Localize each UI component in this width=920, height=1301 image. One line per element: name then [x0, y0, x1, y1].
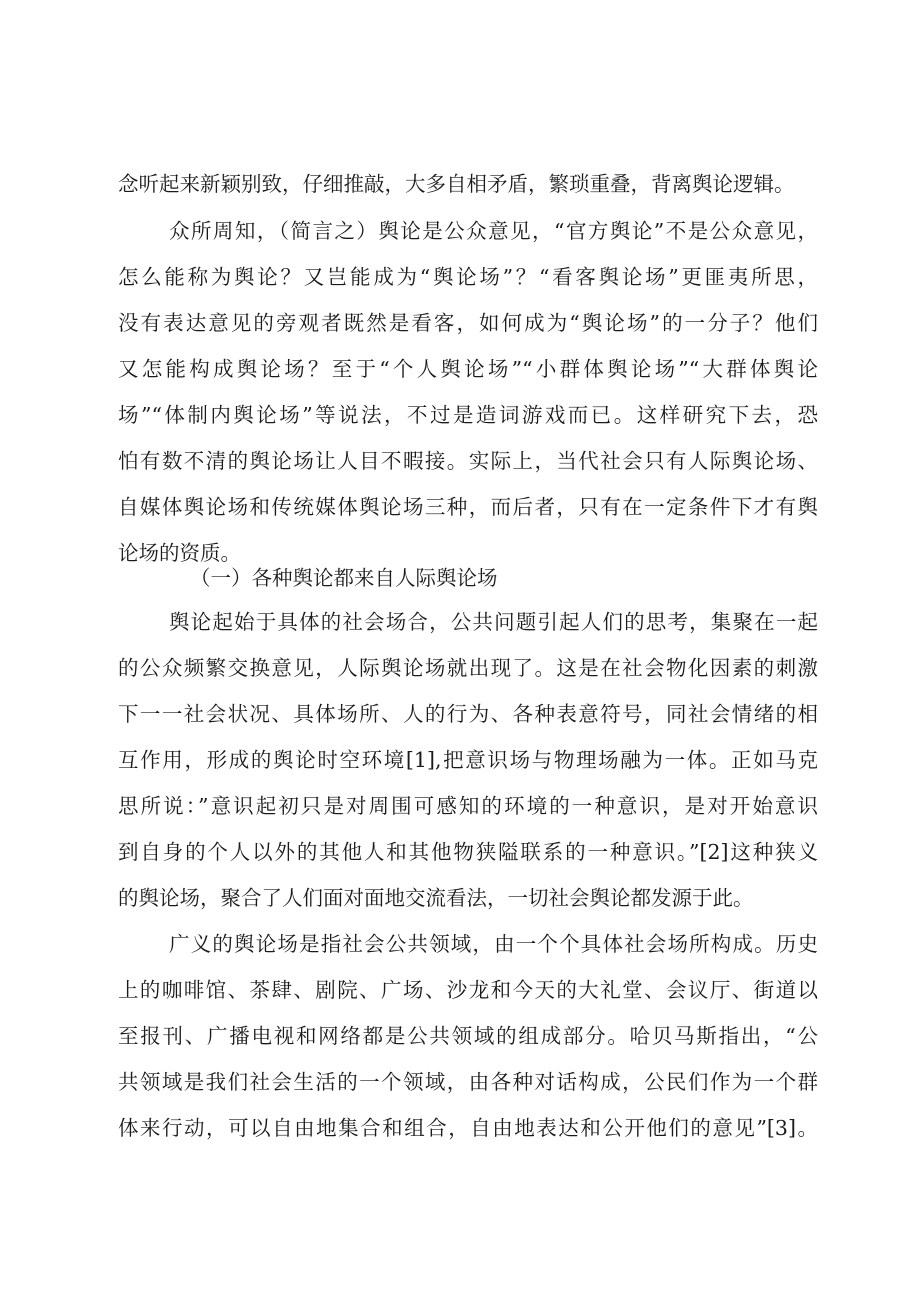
text-line: 上的咖啡馆、茶肆、剧院、广场、沙龙和今天的大礼堂、会议厅、街道以 [118, 978, 818, 1002]
text-line: 至报刊、广播电视和网络都是公共领域的组成部分。哈贝马斯指出，“公 [118, 1024, 818, 1048]
text-line: 场”“体制内舆论场”等说法，不过是造词游戏而已。这样研究下去，恐 [118, 403, 818, 427]
text-line: 的舆论场，聚合了人们面对面地交流看法，一切社会舆论都发源于此。 [118, 886, 754, 910]
text-line: 思所说：”意识起初只是对周围可感知的环境的一种意识，是对开始意识 [118, 794, 818, 818]
text-line: 互作用，形成的舆论时空环境[1],把意识场与物理场融为一体。正如马克 [118, 748, 818, 772]
text-line: 怎么能称为舆论？又岂能成为“舆论场”？“看客舆论场”更匪夷所思， [118, 265, 818, 289]
text-line: 论场的资质。 [118, 541, 241, 565]
text-line: 的公众频繁交换意见，人际舆论场就出现了。这是在社会物化因素的刺激 [118, 656, 818, 680]
text-line: 共领域是我们社会生活的一个领域，由各种对话构成，公民们作为一个群 [118, 1070, 818, 1094]
text-line: 又怎能构成舆论场？至于“个人舆论场”“小群体舆论场”“大群体舆论 [118, 357, 818, 381]
text-line: 到自身的个人以外的其他人和其他物狭隘联系的一种意识。”[2]这种狭义 [118, 840, 818, 864]
text-line: 广义的舆论场是指社会公共领域，由一个个具体社会场所构成。历史 [169, 932, 818, 956]
text-line: 众所周知，（简言之）舆论是公众意见，“官方舆论”不是公众意见， [169, 219, 818, 243]
section-heading: （一）各种舆论都来自人际舆论场 [190, 566, 498, 590]
text-line: 舆论起始于具体的社会场合，公共问题引起人们的思考，集聚在一起 [169, 610, 818, 634]
text-line: 怕有数不清的舆论场让人目不暇接。实际上，当代社会只有人际舆论场、 [118, 449, 818, 473]
text-line: 体来行动，可以自由地集合和组合，自由地表达和公开他们的意见”[3]。 [118, 1116, 818, 1140]
text-line: 下一一社会状况、具体场所、人的行为、各种表意符号，同社会情绪的相 [118, 702, 818, 726]
text-line: 念听起来新颖别致，仔细推敲，大多自相矛盾，繁琐重叠，背离舆论逻辑。 [118, 172, 795, 196]
text-line: 自媒体舆论场和传统媒体舆论场三种，而后者，只有在一定条件下才有舆 [118, 495, 818, 519]
text-line: 没有表达意见的旁观者既然是看客，如何成为“舆论场”的一分子？他们 [118, 311, 818, 335]
